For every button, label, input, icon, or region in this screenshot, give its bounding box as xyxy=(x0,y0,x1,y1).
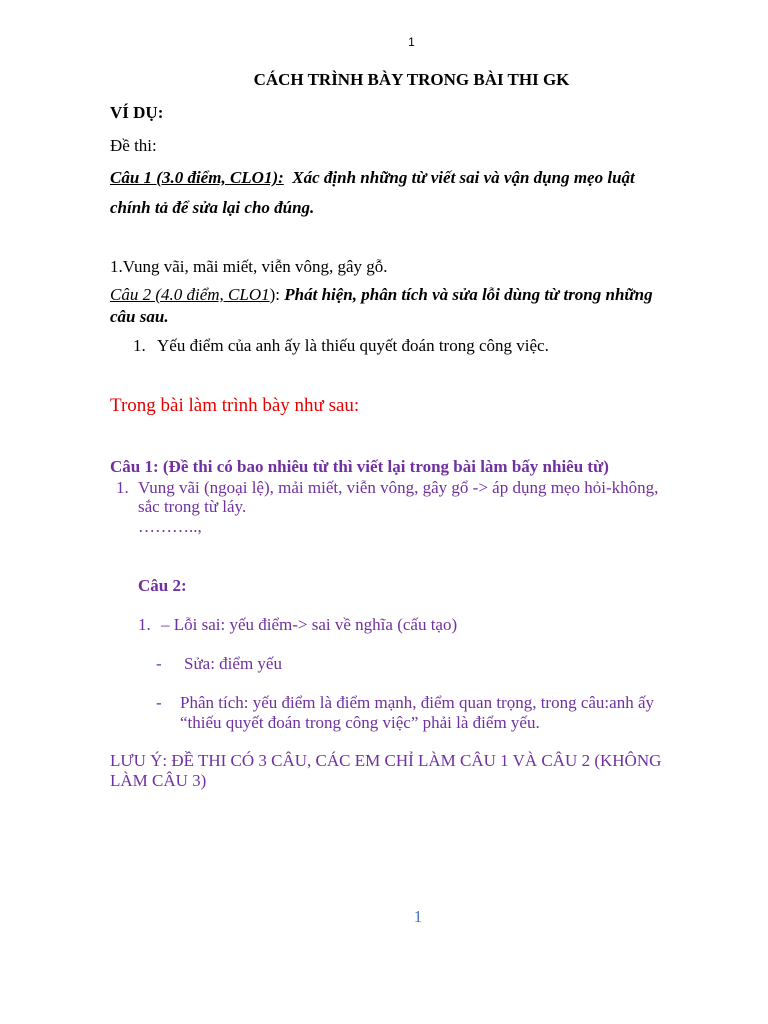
question2-prompt-line2: câu sau. xyxy=(110,307,169,326)
page-title: CÁCH TRÌNH BÀY TRONG BÀI THI GK xyxy=(253,70,570,89)
question1-prompt-line2: chính tả để sửa lại cho đúng. xyxy=(110,198,315,217)
answer1-line3: ……….., xyxy=(138,517,202,536)
footer-page-number: 1 xyxy=(413,907,423,926)
note-line2: LÀM CÂU 3) xyxy=(110,771,207,790)
question2-label-close: ): xyxy=(269,285,281,304)
answer2-bullet2-line2: “thiếu quyết đoán trong công việc” phải là điểm yếu. xyxy=(180,713,540,732)
answer1-item-number: 1. xyxy=(116,478,129,497)
answer1-line2: sắc trong từ láy. xyxy=(138,497,247,516)
answer2-item-number: 1. xyxy=(138,615,151,634)
answer1-heading: Câu 1: (Đề thi có bao nhiêu từ thì viết lại trong bài làm bấy nhiêu từ) xyxy=(110,457,609,476)
answer2-bullet2-dash: - xyxy=(156,693,162,712)
question2-prompt-line1: Phát hiện, phân tích và sửa lỗi dùng từ trong những xyxy=(284,285,653,304)
answer2-bullet1-text: Sửa: điểm yếu xyxy=(184,654,282,673)
question2-line1 xyxy=(110,285,653,305)
question1-label: Câu 1 (3.0 điểm, CLO1): xyxy=(110,168,284,187)
question2-item-text: Yếu điểm của anh ấy là thiếu quyết đoán trong công việc. xyxy=(157,336,549,355)
question2-label: Câu 2 (4.0 điểm, CLO1 xyxy=(110,285,270,304)
answer2-heading: Câu 2: xyxy=(138,576,187,595)
exam-label: Đề thi: xyxy=(110,136,157,155)
question2-item-number: 1. xyxy=(133,336,146,355)
header-page-number: 1 xyxy=(408,35,415,49)
answer2-bullet2-line1: Phân tích: yếu điểm là điểm mạnh, điểm quan trọng, trong câu:anh ấy xyxy=(180,693,654,712)
note-line1: LƯU Ý: ĐỀ THI CÓ 3 CÂU, CÁC EM CHỈ LÀM CÂU 1 VÀ CÂU 2 (KHÔNG xyxy=(110,751,662,770)
answer2-bullet1-dash: - xyxy=(156,654,162,673)
answer2-item-text: – Lỗi sai: yếu điểm-> sai về nghĩa (cấu tạo) xyxy=(161,615,458,634)
question1-item: 1.Vung vãi, mãi miết, viễn vông, gây gỗ. xyxy=(110,257,388,276)
question1-prompt-line1: Xác định những từ viết sai và vận dụng mẹo luật xyxy=(292,168,635,187)
answer-section-heading: Trong bài làm trình bày như sau: xyxy=(110,395,360,416)
question1-line1 xyxy=(110,168,635,188)
example-label: VÍ DỤ: xyxy=(110,103,164,122)
answer1-line1: Vung vãi (ngoại lệ), mải miết, viễn vông, gây gổ -> áp dụng mẹo hỏi-không, xyxy=(138,478,659,497)
